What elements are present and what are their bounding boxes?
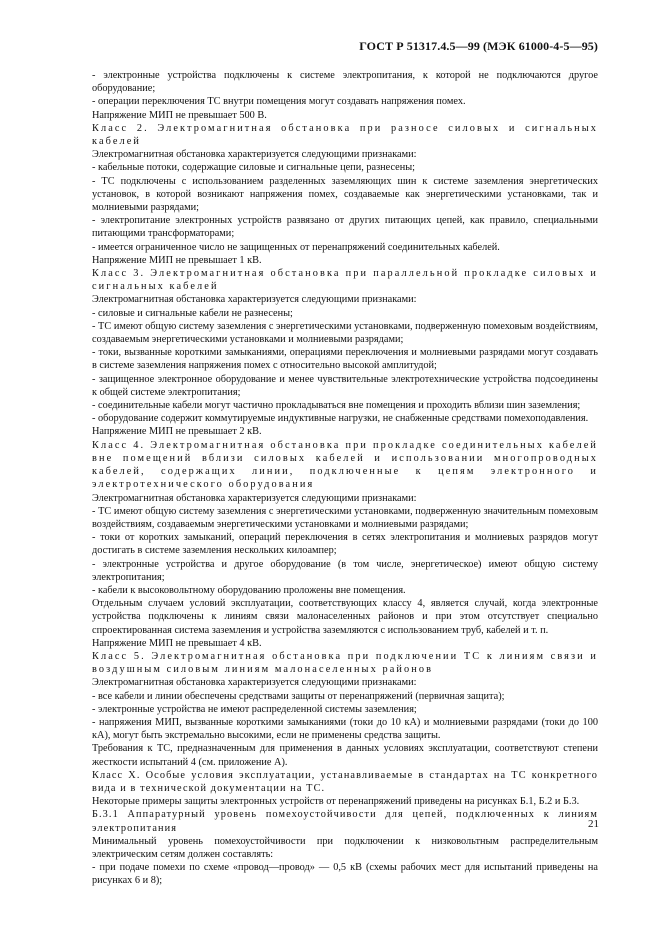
class-heading: Класс Х. Особые условия эксплуатации, устанавливаемые в стандартах на ТС конкретного вида и в технической документации на ТС. xyxy=(92,769,598,794)
paragraph: Требования к ТС, предназначенным для применения в данных условиях эксплуатации, соответствуют степени жесткости испытаний 4 (см. приложение А). xyxy=(92,743,598,768)
paragraph: - соединительные кабели могут частично прокладываться вне помещения и проходить вблизи шин заземления; xyxy=(92,400,581,412)
paragraph: - электронные устройства не имеют распределенной системы заземления; xyxy=(92,703,417,715)
paragraph: - токи, вызванные короткими замыканиями, операциями переключения и молниевыми разрядами могут создавать в системе заземления напряжения помех с относительно высокой амплитудой; xyxy=(92,347,598,372)
paragraph: Некоторые примеры защиты электронных устройств от перенапряжений приведены на рисунках Б.1, Б.2 и Б.3. xyxy=(92,796,580,808)
paragraph: Отдельным случаем условий эксплуатации, соответствующих классу 4, является случай, когда электронные устройства подключены к линиям связи малонаселенных районов и при этом отсутствует специально спроектированная система заземления и устройства заземляются с использованием труб, кабелей и т. п. xyxy=(92,598,598,636)
paragraph: Напряжение МИП не превышает 4 кВ. xyxy=(92,637,262,649)
paragraph: - имеется ограниченное число не защищенных от перенапряжений соединительных кабелей. xyxy=(92,241,500,253)
page-number: 21 xyxy=(588,818,599,830)
paragraph: - все кабели и линии обеспечены средствами защиты от перенапряжений (первичная защита); xyxy=(92,690,505,702)
paragraph: Напряжение МИП не превышает 1 кВ. xyxy=(92,254,262,266)
paragraph: - при подаче помехи по схеме «провод—провод» — 0,5 кВ (схемы рабочих мест для испытаний приведены на рисунках 6 и 8); xyxy=(92,862,598,887)
paragraph: - токи от коротких замыканий, операций переключения в сетях электропитания и молниевых разрядов могут достигать в системе заземления нескольких килоампер; xyxy=(92,532,598,557)
class-heading: Класс 3. Электромагнитная обстановка при параллельной прокладке силовых и сигнальных кабелей xyxy=(92,268,598,293)
paragraph: Электромагнитная обстановка характеризуется следующими признаками: xyxy=(92,492,417,504)
document-header: ГОСТ Р 51317.4.5—99 (МЭК 61000-4-5—95) xyxy=(359,39,598,53)
document-body xyxy=(92,69,598,888)
paragraph: Электромагнитная обстановка характеризуется следующими признаками: xyxy=(92,149,417,161)
paragraph: Напряжение МИП не превышает 2 кВ. xyxy=(92,426,262,438)
paragraph: - напряжения МИП, вызванные короткими замыканиями (токи до 10 кА) и молниевыми разрядами (токи до 100 кА), могут быть экстремально высокими, если не применены средства защиты. xyxy=(92,716,598,742)
class-heading: Класс 5. Электромагнитная обстановка при подключении ТС к линиям связи и воздушным силовым линиям малонаселенных районов xyxy=(92,650,598,676)
paragraph: - оборудование содержит коммутируемые индуктивные нагрузки, не снабженные средствами помехоподавления. xyxy=(92,413,589,425)
paragraph: - защищенное электронное оборудование и менее чувствительные электротехнические устройства подсоединены к общей системе электропитания; xyxy=(92,373,598,398)
paragraph: Электромагнитная обстановка характеризуется следующими признаками: xyxy=(92,294,417,306)
paragraph: - электронные устройства подключены к системе электропитания, к которой не подключаются другое оборудование; xyxy=(92,70,598,95)
paragraph: - кабельные потоки, содержащие силовые и сигнальные цепи, разнесены; xyxy=(92,162,416,174)
paragraph: - электропитание электронных устройств развязано от других питающих цепей, как правило, специальными питающими трансформаторами; xyxy=(92,215,598,240)
paragraph: - операции переключения ТС внутри помещения могут создавать напряжения помех. xyxy=(92,96,466,108)
paragraph: Электромагнитная обстановка характеризуется следующими признаками: xyxy=(92,677,417,689)
paragraph: Напряжение МИП не превышает 500 В. xyxy=(92,109,267,121)
paragraph: - силовые и сигнальные кабели не разнесены; xyxy=(92,307,293,319)
section-heading: Б.3.1 Аппаратурный уровень помехоустойчивости для цепей, подключенных к линиям электропитания xyxy=(92,809,598,834)
class-heading: Класс 2. Электромагнитная обстановка при разносе силовых и сигнальных кабелей xyxy=(92,122,598,148)
paragraph: Минимальный уровень помехоустойчивости при подключении к низковольтным распределительным электрическим сетям должен составлять: xyxy=(92,835,598,860)
paragraph: - ТС имеют общую систему заземления с энергетическими установками, подверженную значительным помеховым воздействиям, создаваемым энергетическими установками и молниевыми разрядами; xyxy=(92,505,598,530)
paragraph: - кабели к высоковольтному оборудованию проложены вне помещения. xyxy=(92,584,406,596)
paragraph: - ТС имеют общую систему заземления с энергетическими установками, подверженную помеховым воздействиям, создаваемым энергетическими установками и молниевыми разрядами; xyxy=(92,320,598,346)
paragraph: - электронные устройства и другое оборудование (в том числе, энергетическое) имеют общую систему электропитания; xyxy=(92,558,598,583)
paragraph: - ТС подключены с использованием разделенных заземляющих шин к системе заземления энергетических установок, в которой возникают напряжения помех, создаваемые как энергетическими установками, так и молниевыми разрядами; xyxy=(92,175,598,214)
class-heading: Класс 4. Электромагнитная обстановка при прокладке соединительных кабелей вне помещений вблизи силовых кабелей и использовании многопроводных кабелей, содержащих линии, подключенные к цепям электронного и электротехнического оборудования xyxy=(92,439,598,491)
